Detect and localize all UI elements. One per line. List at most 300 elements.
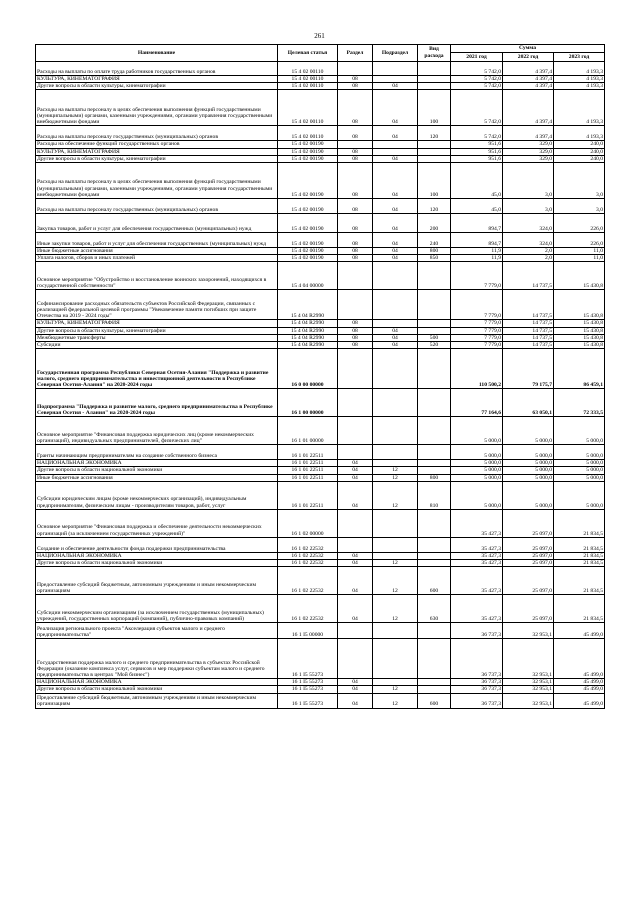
cell-target-code: 16 1 02 00000 xyxy=(278,509,338,537)
cell-expense-kind: 630 xyxy=(418,595,451,623)
cell-target-code: 15 4 02 00190 xyxy=(278,163,338,199)
cell-target-code: 16 1 I5 55273 xyxy=(278,686,338,693)
table-row xyxy=(36,62,605,76)
cell-sum-2023: 3,0 xyxy=(554,163,605,199)
table-row xyxy=(36,248,605,255)
cell-section xyxy=(338,141,373,148)
cell-section xyxy=(338,639,373,679)
table-row xyxy=(36,342,605,349)
cell-expense-kind xyxy=(418,460,451,467)
cell-name: Софинансирование расходных обязательств субъектов Российской Федерации, связанных с реализацией федеральной целевой программы "Увековечение памяти погибших при защите Отечества на 2019 - 2024 годы" xyxy=(36,290,278,320)
table-row xyxy=(36,141,605,148)
cell-sum-2023: 4 193,3 xyxy=(554,62,605,76)
cell-sum-2023: 240,0 xyxy=(554,148,605,155)
cell-expense-kind xyxy=(418,467,451,474)
cell-sum-2021: 36 737,3 xyxy=(451,693,503,708)
cell-target-code: 16 1 02 22532 xyxy=(278,595,338,623)
cell-sum-2023: 3,0 xyxy=(554,199,605,214)
cell-sum-2023: 5 000,0 xyxy=(554,467,605,474)
cell-section xyxy=(338,349,373,389)
cell-sum-2022: 5 000,0 xyxy=(503,460,554,467)
cell-section: 08 xyxy=(338,90,373,126)
cell-name: КУЛЬТУРА, КИНЕМАТОГРАФИЯ xyxy=(36,320,278,327)
cell-name: Иные бюджетные ассигнования xyxy=(36,474,278,481)
cell-subsection xyxy=(373,679,418,686)
cell-section xyxy=(338,445,373,460)
cell-section: 04 xyxy=(338,460,373,467)
cell-target-code: 16 1 I5 55273 xyxy=(278,679,338,686)
cell-subsection: 04 xyxy=(373,90,418,126)
cell-section: 04 xyxy=(338,693,373,708)
cell-sum-2023: 240,0 xyxy=(554,155,605,162)
cell-expense-kind xyxy=(418,417,451,445)
cell-subsection xyxy=(373,509,418,537)
cell-subsection: 12 xyxy=(373,481,418,509)
cell-section: 04 xyxy=(338,679,373,686)
cell-sum-2022: 5 000,0 xyxy=(503,467,554,474)
cell-sum-2021: 5 742,0 xyxy=(451,90,503,126)
table-row xyxy=(36,262,605,290)
cell-sum-2022: 14 737,5 xyxy=(503,320,554,327)
cell-sum-2022: 329,0 xyxy=(503,141,554,148)
cell-sum-2023: 15 430,8 xyxy=(554,342,605,349)
cell-sum-2022: 324,0 xyxy=(503,214,554,233)
cell-section: 08 xyxy=(338,233,373,248)
table-row xyxy=(36,349,605,389)
cell-expense-kind: 850 xyxy=(418,255,451,262)
cell-expense-kind xyxy=(418,623,451,639)
cell-section: 08 xyxy=(338,126,373,141)
cell-name: Основное мероприятие "Обустройство и восстановление воинских захоронений, находящихся в государственной собственности" xyxy=(36,262,278,290)
cell-subsection xyxy=(373,290,418,320)
cell-subsection: 04 xyxy=(373,255,418,262)
cell-target-code: 16 1 01 00000 xyxy=(278,417,338,445)
cell-expense-kind xyxy=(418,76,451,83)
table-body xyxy=(36,62,605,709)
cell-section: 04 xyxy=(338,595,373,623)
cell-section: 08 xyxy=(338,199,373,214)
cell-subsection: 12 xyxy=(373,567,418,595)
cell-target-code: 16 1 01 22511 xyxy=(278,481,338,509)
cell-sum-2022: 3,0 xyxy=(503,199,554,214)
cell-sum-2021: 35 427,3 xyxy=(451,560,503,567)
cell-sum-2021: 36 737,3 xyxy=(451,686,503,693)
cell-sum-2022: 4 397,4 xyxy=(503,126,554,141)
cell-subsection xyxy=(373,76,418,83)
cell-sum-2023: 15 430,8 xyxy=(554,262,605,290)
cell-expense-kind xyxy=(418,262,451,290)
cell-target-code: 15 4 04 R2990 xyxy=(278,320,338,327)
cell-subsection: 12 xyxy=(373,693,418,708)
table-row xyxy=(36,474,605,481)
cell-section xyxy=(338,537,373,552)
cell-name: Другие вопросы в области национальной экономики xyxy=(36,686,278,693)
cell-name: Субсидии некоммерческим организациям (за исключением государственных (муниципальных) учреждений, государственных корпораций (компаний), публично-правовых компаний) xyxy=(36,595,278,623)
cell-name: Другие вопросы в области культуры, кинематографии xyxy=(36,83,278,90)
cell-subsection: 12 xyxy=(373,474,418,481)
cell-section: 08 xyxy=(338,342,373,349)
cell-target-code: 16 1 01 22511 xyxy=(278,460,338,467)
cell-sum-2023: 21 834,5 xyxy=(554,560,605,567)
cell-expense-kind xyxy=(418,679,451,686)
table-row xyxy=(36,290,605,320)
cell-target-code: 15 4 02 00190 xyxy=(278,148,338,155)
cell-expense-kind xyxy=(418,349,451,389)
cell-name: Предоставление субсидий бюджетным, автономным учреждениям и иным некоммерческим организациям xyxy=(36,567,278,595)
cell-sum-2023: 15 430,8 xyxy=(554,334,605,341)
cell-section xyxy=(338,262,373,290)
cell-target-code: 15 4 02 00110 xyxy=(278,126,338,141)
cell-subsection xyxy=(373,460,418,467)
cell-sum-2022: 2,0 xyxy=(503,248,554,255)
cell-sum-2021: 7 779,0 xyxy=(451,334,503,341)
table-row xyxy=(36,623,605,639)
cell-section: 08 xyxy=(338,148,373,155)
cell-target-code: 15 4 02 00190 xyxy=(278,199,338,214)
cell-name: Иные бюджетные ассигнования xyxy=(36,248,278,255)
cell-target-code: 16 1 02 22532 xyxy=(278,567,338,595)
cell-sum-2023: 4 193,3 xyxy=(554,83,605,90)
cell-sum-2022: 25 097,0 xyxy=(503,560,554,567)
cell-target-code: 16 1 01 22511 xyxy=(278,474,338,481)
cell-sum-2023: 45 499,0 xyxy=(554,623,605,639)
cell-name: Субсидии xyxy=(36,342,278,349)
cell-sum-2022: 32 953,1 xyxy=(503,639,554,679)
cell-expense-kind xyxy=(418,552,451,559)
table-row xyxy=(36,679,605,686)
header-sum: Сумма xyxy=(451,45,605,53)
cell-name: КУЛЬТУРА, КИНЕМАТОГРАФИЯ xyxy=(36,148,278,155)
header-section: Раздел xyxy=(338,45,373,62)
cell-section: 08 xyxy=(338,248,373,255)
cell-section xyxy=(338,623,373,639)
cell-target-code: 16 0 00 00000 xyxy=(278,349,338,389)
cell-expense-kind xyxy=(418,141,451,148)
cell-sum-2021: 35 427,3 xyxy=(451,567,503,595)
cell-sum-2022: 329,0 xyxy=(503,148,554,155)
cell-expense-kind xyxy=(418,320,451,327)
table-row xyxy=(36,76,605,83)
cell-sum-2023: 5 000,0 xyxy=(554,445,605,460)
cell-section: 04 xyxy=(338,686,373,693)
cell-sum-2021: 7 779,0 xyxy=(451,262,503,290)
cell-target-code: 15 4 02 00110 xyxy=(278,90,338,126)
cell-expense-kind: 100 xyxy=(418,90,451,126)
cell-expense-kind: 520 xyxy=(418,342,451,349)
cell-name: Другие вопросы в области национальной экономики xyxy=(36,560,278,567)
cell-section xyxy=(338,62,373,76)
cell-sum-2022: 32 953,1 xyxy=(503,686,554,693)
cell-sum-2023: 21 834,5 xyxy=(554,567,605,595)
cell-subsection xyxy=(373,417,418,445)
table-row xyxy=(36,214,605,233)
cell-sum-2023: 4 193,3 xyxy=(554,90,605,126)
cell-expense-kind: 600 xyxy=(418,693,451,708)
table-row xyxy=(36,334,605,341)
cell-name: Государственная программа Республики Северная Осетия-Алания "Поддержка и развитие малого, среднего предпринимательства и инвестиционной деятельности в Республике Северная Осетия-Алания" на 2020-2024 годы xyxy=(36,349,278,389)
cell-subsection: 04 xyxy=(373,327,418,334)
cell-target-code: 16 1 02 22532 xyxy=(278,537,338,552)
cell-target-code: 15 4 04 R2990 xyxy=(278,290,338,320)
cell-sum-2022: 25 097,0 xyxy=(503,595,554,623)
cell-subsection: 12 xyxy=(373,467,418,474)
cell-target-code: 15 4 04 R2990 xyxy=(278,334,338,341)
cell-expense-kind: 240 xyxy=(418,233,451,248)
cell-name: Уплата налогов, сборов и иных платежей xyxy=(36,255,278,262)
cell-sum-2021: 5 000,0 xyxy=(451,481,503,509)
cell-section: 04 xyxy=(338,567,373,595)
cell-sum-2021: 5 000,0 xyxy=(451,467,503,474)
cell-sum-2022: 2,0 xyxy=(503,255,554,262)
table-row xyxy=(36,537,605,552)
cell-section xyxy=(338,290,373,320)
header-code: Целевая статья xyxy=(278,45,338,62)
cell-sum-2022: 4 397,4 xyxy=(503,90,554,126)
cell-expense-kind xyxy=(418,560,451,567)
cell-target-code: 15 4 02 00190 xyxy=(278,233,338,248)
cell-sum-2022: 32 953,1 xyxy=(503,679,554,686)
cell-subsection: 04 xyxy=(373,83,418,90)
cell-name: Расходы на выплаты по оплате труда работников государственных органов xyxy=(36,62,278,76)
cell-sum-2021: 5 742,0 xyxy=(451,83,503,90)
cell-expense-kind xyxy=(418,327,451,334)
cell-expense-kind: 100 xyxy=(418,163,451,199)
cell-sum-2023: 15 430,8 xyxy=(554,327,605,334)
budget-table xyxy=(35,44,605,709)
cell-target-code: 16 1 02 22532 xyxy=(278,560,338,567)
cell-name: НАЦИОНАЛЬНАЯ ЭКОНОМИКА xyxy=(36,552,278,559)
cell-sum-2022: 4 397,4 xyxy=(503,62,554,76)
cell-sum-2022: 25 097,0 xyxy=(503,537,554,552)
cell-name: Расходы на выплаты персоналу государственных (муниципальных) органов xyxy=(36,126,278,141)
cell-name: Подпрограмма "Поддержка и развитие малого, среднего предпринимательства в Республике Северная Осетия - Алания" на 2020-2024 годы xyxy=(36,389,278,417)
cell-expense-kind: 120 xyxy=(418,126,451,141)
cell-sum-2022: 3,0 xyxy=(503,163,554,199)
cell-sum-2022: 63 050,1 xyxy=(503,389,554,417)
cell-name: НАЦИОНАЛЬНАЯ ЭКОНОМИКА xyxy=(36,460,278,467)
header-year-2022: 2022 год xyxy=(503,53,554,62)
cell-sum-2021: 5 000,0 xyxy=(451,460,503,467)
table-row xyxy=(36,467,605,474)
cell-section: 08 xyxy=(338,163,373,199)
cell-sum-2023: 5 000,0 xyxy=(554,460,605,467)
table-row xyxy=(36,552,605,559)
cell-target-code: 15 4 04 R2990 xyxy=(278,327,338,334)
cell-name: Другие вопросы в области культуры, кинематографии xyxy=(36,155,278,162)
cell-sum-2023: 45 499,0 xyxy=(554,639,605,679)
cell-name: Закупка товаров, работ и услуг для обеспечения государственных (муниципальных) нужд xyxy=(36,214,278,233)
cell-name: Реализация регионального проекта "Акселерация субъектов малого и среднего предпринимательства" xyxy=(36,623,278,639)
cell-subsection xyxy=(373,389,418,417)
table-row xyxy=(36,199,605,214)
cell-sum-2023: 4 193,3 xyxy=(554,76,605,83)
cell-target-code: 16 1 I5 55273 xyxy=(278,639,338,679)
cell-name: Гранты начинающим предпринимателям на создание собственного бизнеса xyxy=(36,445,278,460)
cell-expense-kind xyxy=(418,83,451,90)
cell-target-code: 15 4 02 00110 xyxy=(278,83,338,90)
table-row xyxy=(36,686,605,693)
cell-subsection: 12 xyxy=(373,595,418,623)
cell-sum-2021: 5 000,0 xyxy=(451,445,503,460)
cell-expense-kind: 600 xyxy=(418,567,451,595)
cell-subsection: 04 xyxy=(373,342,418,349)
cell-sum-2022: 4 397,4 xyxy=(503,83,554,90)
table-row xyxy=(36,417,605,445)
cell-section: 04 xyxy=(338,481,373,509)
cell-sum-2023: 45 499,0 xyxy=(554,679,605,686)
cell-name: Расходы на выплаты персоналу государственных (муниципальных) органов xyxy=(36,199,278,214)
cell-sum-2023: 11,0 xyxy=(554,255,605,262)
cell-sum-2021: 36 737,3 xyxy=(451,679,503,686)
cell-subsection xyxy=(373,62,418,76)
cell-section xyxy=(338,389,373,417)
cell-sum-2021: 5 742,0 xyxy=(451,76,503,83)
cell-sum-2021: 7 779,0 xyxy=(451,327,503,334)
cell-subsection: 04 xyxy=(373,155,418,162)
cell-sum-2022: 329,0 xyxy=(503,155,554,162)
cell-sum-2022: 25 097,0 xyxy=(503,552,554,559)
cell-sum-2022: 14 737,5 xyxy=(503,290,554,320)
cell-sum-2022: 14 737,5 xyxy=(503,327,554,334)
cell-sum-2021: 894,7 xyxy=(451,214,503,233)
header-year-2021: 2021 год xyxy=(451,53,503,62)
cell-sum-2021: 7 779,0 xyxy=(451,320,503,327)
cell-expense-kind: 800 xyxy=(418,474,451,481)
cell-section: 08 xyxy=(338,83,373,90)
table-row xyxy=(36,126,605,141)
cell-sum-2021: 45,0 xyxy=(451,163,503,199)
table-row xyxy=(36,320,605,327)
table-row xyxy=(36,233,605,248)
cell-name: Основное мероприятие "Финансовая поддержка и обеспечение деятельности некоммерческих организаций (за исключением государственных учреждений)" xyxy=(36,509,278,537)
cell-subsection xyxy=(373,623,418,639)
cell-sum-2022: 5 000,0 xyxy=(503,417,554,445)
table-row xyxy=(36,481,605,509)
cell-sum-2021: 45,0 xyxy=(451,199,503,214)
cell-section xyxy=(338,509,373,537)
cell-sum-2022: 79 175,7 xyxy=(503,349,554,389)
table-row xyxy=(36,327,605,334)
cell-sum-2023: 45 499,0 xyxy=(554,693,605,708)
cell-expense-kind xyxy=(418,389,451,417)
cell-sum-2021: 36 737,3 xyxy=(451,639,503,679)
cell-sum-2023: 5 000,0 xyxy=(554,417,605,445)
cell-sum-2023: 86 459,1 xyxy=(554,349,605,389)
cell-sum-2023: 226,0 xyxy=(554,233,605,248)
cell-name: Межбюджетные трансферты xyxy=(36,334,278,341)
table-row xyxy=(36,155,605,162)
cell-expense-kind: 810 xyxy=(418,481,451,509)
cell-sum-2022: 14 737,5 xyxy=(503,342,554,349)
cell-target-code: 15 4 02 00190 xyxy=(278,255,338,262)
cell-sum-2021: 951,6 xyxy=(451,141,503,148)
cell-sum-2023: 4 193,3 xyxy=(554,126,605,141)
cell-target-code: 15 4 04 R2990 xyxy=(278,342,338,349)
cell-sum-2023: 15 430,8 xyxy=(554,290,605,320)
cell-sum-2023: 45 499,0 xyxy=(554,686,605,693)
table-row xyxy=(36,255,605,262)
cell-sum-2021: 35 427,3 xyxy=(451,595,503,623)
cell-section: 08 xyxy=(338,320,373,327)
cell-name: Государственная поддержка малого и среднего предпринимательства в субъектах Российской Федерации (оказание комплекса услуг, сервисов и мер поддержки субъектам малого и среднего предпринимательства в центрах "Мой бизнес") xyxy=(36,639,278,679)
cell-target-code: 16 1 I5 55273 xyxy=(278,693,338,708)
table-row xyxy=(36,567,605,595)
table-row xyxy=(36,639,605,679)
cell-sum-2021: 5 000,0 xyxy=(451,474,503,481)
table-row xyxy=(36,445,605,460)
cell-expense-kind xyxy=(418,509,451,537)
table-row xyxy=(36,509,605,537)
cell-target-code: 16 1 01 22511 xyxy=(278,467,338,474)
cell-expense-kind: 800 xyxy=(418,248,451,255)
cell-section: 04 xyxy=(338,467,373,474)
cell-sum-2021: 951,6 xyxy=(451,148,503,155)
cell-name: Иные закупки товаров, работ и услуг для обеспечения государственных (муниципальных) нужд xyxy=(36,233,278,248)
cell-sum-2023: 240,0 xyxy=(554,141,605,148)
cell-subsection: 04 xyxy=(373,233,418,248)
cell-subsection xyxy=(373,552,418,559)
cell-target-code: 15 4 02 00190 xyxy=(278,141,338,148)
cell-subsection xyxy=(373,537,418,552)
cell-sum-2022: 25 097,0 xyxy=(503,567,554,595)
cell-subsection xyxy=(373,262,418,290)
page-number: 261 xyxy=(314,32,325,40)
cell-target-code: 15 4 02 00190 xyxy=(278,248,338,255)
cell-sum-2022: 32 953,1 xyxy=(503,693,554,708)
cell-sum-2021: 7 779,0 xyxy=(451,290,503,320)
cell-name: КУЛЬТУРА, КИНЕМАТОГРАФИЯ xyxy=(36,76,278,83)
cell-section: 08 xyxy=(338,76,373,83)
cell-name: Другие вопросы в области культуры, кинематографии xyxy=(36,327,278,334)
cell-sum-2023: 21 834,5 xyxy=(554,595,605,623)
cell-sum-2022: 14 737,5 xyxy=(503,334,554,341)
cell-sum-2022: 5 000,0 xyxy=(503,481,554,509)
cell-sum-2021: 35 427,3 xyxy=(451,552,503,559)
cell-sum-2023: 226,0 xyxy=(554,214,605,233)
cell-sum-2021: 894,7 xyxy=(451,233,503,248)
table-row xyxy=(36,90,605,126)
cell-target-code: 16 1 00 00000 xyxy=(278,389,338,417)
cell-name: Расходы на выплаты персоналу в целях обеспечения выполнения функций государственными (муниципальными) органами, казенными учреждениями, органами управления государственными внебюджетными фондами xyxy=(36,90,278,126)
cell-subsection xyxy=(373,141,418,148)
cell-section: 08 xyxy=(338,155,373,162)
cell-sum-2021: 35 427,3 xyxy=(451,509,503,537)
header-subsection: Подраздел xyxy=(373,45,418,62)
cell-section: 08 xyxy=(338,327,373,334)
cell-sum-2022: 32 953,1 xyxy=(503,623,554,639)
cell-name: Другие вопросы в области национальной экономики xyxy=(36,467,278,474)
cell-name: Создание и обеспечение деятельности фонда поддержки предпринимательства xyxy=(36,537,278,552)
table-row xyxy=(36,148,605,155)
cell-sum-2023: 11,0 xyxy=(554,248,605,255)
cell-sum-2023: 72 333,5 xyxy=(554,389,605,417)
table-row xyxy=(36,163,605,199)
cell-name: Субсидии юридическим лицам (кроме некоммерческих организаций), индивидуальным предпринимателям, физическим лицам - производителям товаров, работ, услуг xyxy=(36,481,278,509)
cell-subsection: 04 xyxy=(373,248,418,255)
cell-section: 08 xyxy=(338,214,373,233)
cell-expense-kind xyxy=(418,290,451,320)
table-row xyxy=(36,389,605,417)
cell-expense-kind xyxy=(418,155,451,162)
cell-subsection: 04 xyxy=(373,126,418,141)
cell-sum-2022: 5 000,0 xyxy=(503,474,554,481)
cell-expense-kind xyxy=(418,445,451,460)
cell-subsection: 12 xyxy=(373,560,418,567)
header-kind: Вид расхода xyxy=(418,45,451,62)
cell-sum-2021: 77 164,6 xyxy=(451,389,503,417)
cell-sum-2021: 11,9 xyxy=(451,255,503,262)
cell-target-code: 15 4 02 00190 xyxy=(278,155,338,162)
